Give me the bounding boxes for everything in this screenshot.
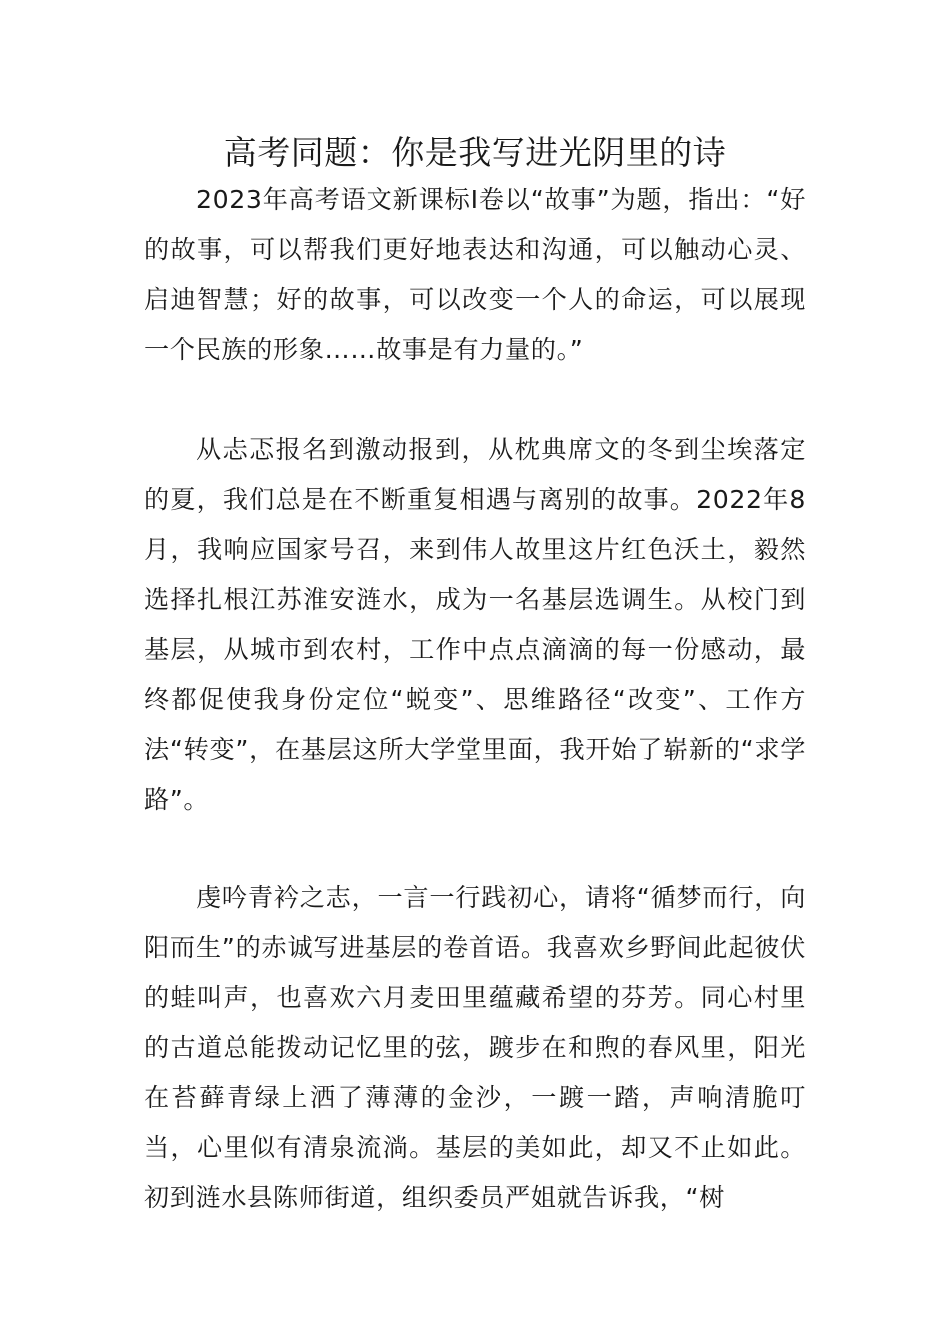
paragraph-body-2: 虔吟青衿之志，一言一行践初心，请将“循梦而行，向阳而生”的赤诚写进基层的卷首语。我喜欢乡野间此起彼伏的蛙叫声，也喜欢六月麦田里蕴藏希望的芬芳。同心村里的古道总能拨动记忆里的弦，踱步在和煦的春风里，阳光在苔藓青绿上洒了薄薄的金沙，一踱一踏，声响清脆叮当，心里似有清泉流淌。基层的美如此，却又不止如此。初到涟水县陈师街道，组织委员严姐就告诉我，“树 xyxy=(144,883,806,1212)
document-title: 高考同题：你是我写进光阴里的诗 xyxy=(223,133,727,172)
paragraph-intro: 2023年高考语文新课标Ⅰ卷以“故事”为题，指出：“好的故事，可以帮我们更好地表达和沟通，可以触动心灵、启迪智慧；好的故事，可以改变一个人的命运，可以展现一个民族的形象……故事是有力量的。” xyxy=(144,185,806,364)
paragraph-body-1: 从忐忑报名到激动报到，从枕典席文的冬到尘埃落定的夏，我们总是在不断重复相遇与离别的故事。2022年8月，我响应国家号召，来到伟人故里这片红色沃土，毅然选择扎根江苏淮安涟水，成为一名基层选调生。从校门到基层，从城市到农村，工作中点点滴滴的每一份感动，最终都促使我身份定位“蜕变”、思维路径“改变”、工作方法“转变”，在基层这所大学堂里面，我开始了崭新的“求学路”。 xyxy=(144,435,806,814)
